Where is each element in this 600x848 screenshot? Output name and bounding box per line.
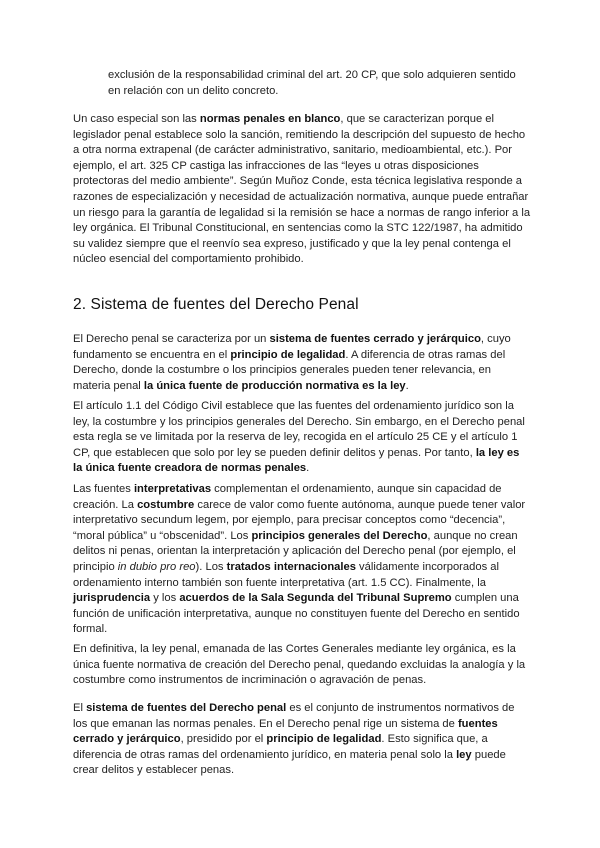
bold-term: interpretativas (133, 483, 212, 495)
text-run: es el conjunto de instrumentos normativos de los que emanan las normas penales. En el Derecho penal rige un sistema de (73, 702, 515, 730)
text-run: , presidido por el (180, 733, 267, 746)
bold-term: jurisprudencia (73, 592, 151, 605)
paragraph-normas-en-blanco (73, 112, 531, 268)
paragraph-codigo-civil (73, 399, 531, 477)
bold-term: principios generales del Derecho (251, 529, 428, 542)
text-run: complementan el ordenamiento, aunque sin capacidad de creación. La (73, 483, 502, 511)
text-run: . A diferencia de otras ramas del Derecho, donde la costumbre o los principios generales pueden tener relevancia, en materia penal (73, 348, 506, 392)
paragraph-sistema-fuentes (73, 332, 531, 394)
bold-term: sistema de fuentes del Derecho penal (86, 702, 287, 714)
italic-term: in dubio pro reo (117, 560, 196, 573)
text-run: ). Los (195, 560, 227, 573)
text-run: , aunque no crean delitos ni penas, orientan la interpretación y aplicación del Derecho penal (por ejemplo, el principio (73, 529, 518, 573)
bold-term: principio de legalidad (230, 348, 346, 361)
paragraph-sistema-definicion (73, 701, 531, 779)
bold-term: principio de legalidad (266, 733, 382, 746)
text-run: cumplen una función de unificación interpretativa, aunque no constituyen fuente del Derecho en sentido formal. (73, 592, 520, 636)
bold-term: normas penales en blanco (199, 113, 341, 125)
text-run: exclusión de la responsabilidad criminal del art. 20 CP, que solo adquieren sentido en relación con un delito concreto. (108, 69, 516, 97)
bold-term: ley (456, 748, 472, 761)
text-run: y los (150, 592, 180, 605)
text-run: , que se caracterizan porque el legislador penal establece solo la sanción, remitiendo la descripción del supuesto de hecho a otra norma extrapenal (de carácter administrativo, sanitario, medioambiental, etc.). Por ejemplo, el art. 325 CP castiga las infracciones de las “leyes u otras disposiciones protectoras del medio ambiente”. Según Muñoz Conde, esta técnica legislativa responde a razones de especialización y necesidad de actualización normativa, aunque puede entrañar un riesgo para la garantía de legalidad si la remisión se hace a normas de rango inferior a la ley orgánica. El Tribunal Constitucional, en sentencias como la STC 122/1987, ha admitido su validez siempre que el reenvío sea expreso, justificado y que la ley penal contenga el núcleo esencial del comportamiento prohibido. (73, 113, 531, 266)
text-run: . (405, 379, 409, 392)
text-run: válidamente incorporados al ordenamiento interno también son fuente interpretativa (art. 1.5 CC). Finalmente, la (73, 560, 499, 589)
paragraph-fuentes-interpretativas (73, 482, 531, 638)
text-run: carece de valor como fuente autónoma, aunque puede tener valor interpretativo secundum legem, por ejemplo, para precisar conceptos como “decencia”, “moral pública” u “obscenidad”. Los (73, 498, 526, 542)
text-run: . (306, 462, 310, 475)
bold-term: la única fuente de producción normativa es la ley (143, 379, 406, 392)
section-heading: 2. Sistema de fuentes del Derecho Penal (73, 296, 359, 313)
bold-term: sistema de fuentes cerrado y jerárquico (269, 333, 481, 345)
text-run: Un caso especial son las (73, 113, 200, 125)
bold-term: la ley es la única fuente creadora de normas penales (73, 446, 520, 475)
text-run: . Esto significa que, a diferencia de otras ramas del ordenamiento jurídico, en materia penal solo la (73, 733, 488, 761)
bold-term: tratados internacionales (226, 560, 356, 573)
text-run: El Derecho penal se caracteriza por un (73, 333, 270, 345)
text-run: , cuyo fundamento se encuentra en el (73, 333, 511, 361)
bold-term: acuerdos de la Sala Segunda del Tribunal Supremo (179, 592, 452, 605)
text-run: En definitiva, la ley penal, emanada de las Cortes Generales mediante ley orgánica, es la única fuente normativa de creación del Derecho penal, quedando excluidas la analogía y la costumbre como instrumentos de incriminación o agravación de penas. (73, 643, 526, 687)
text-run: El (73, 702, 87, 714)
text-run: Las fuentes (73, 483, 134, 495)
paragraph-continuation (108, 68, 531, 99)
text-run: puede crear delitos y establecer penas. (73, 748, 506, 777)
paragraph-en-definitiva (73, 642, 531, 689)
text-run: El artículo 1.1 del Código Civil establece que las fuentes del ordenamiento jurídico son la ley, la costumbre y los principios generales del Derecho. Sin embargo, en el Derecho penal esta regla se ve limitada por la reserva de ley, recogida en el artículo 25 CE y el artículo 1 CP, que establecen que solo por ley se pueden definir delitos y penas. Por tanto, (73, 400, 525, 459)
bold-term: fuentes cerrado y jerárquico (73, 717, 498, 746)
bold-term: costumbre (137, 498, 195, 511)
